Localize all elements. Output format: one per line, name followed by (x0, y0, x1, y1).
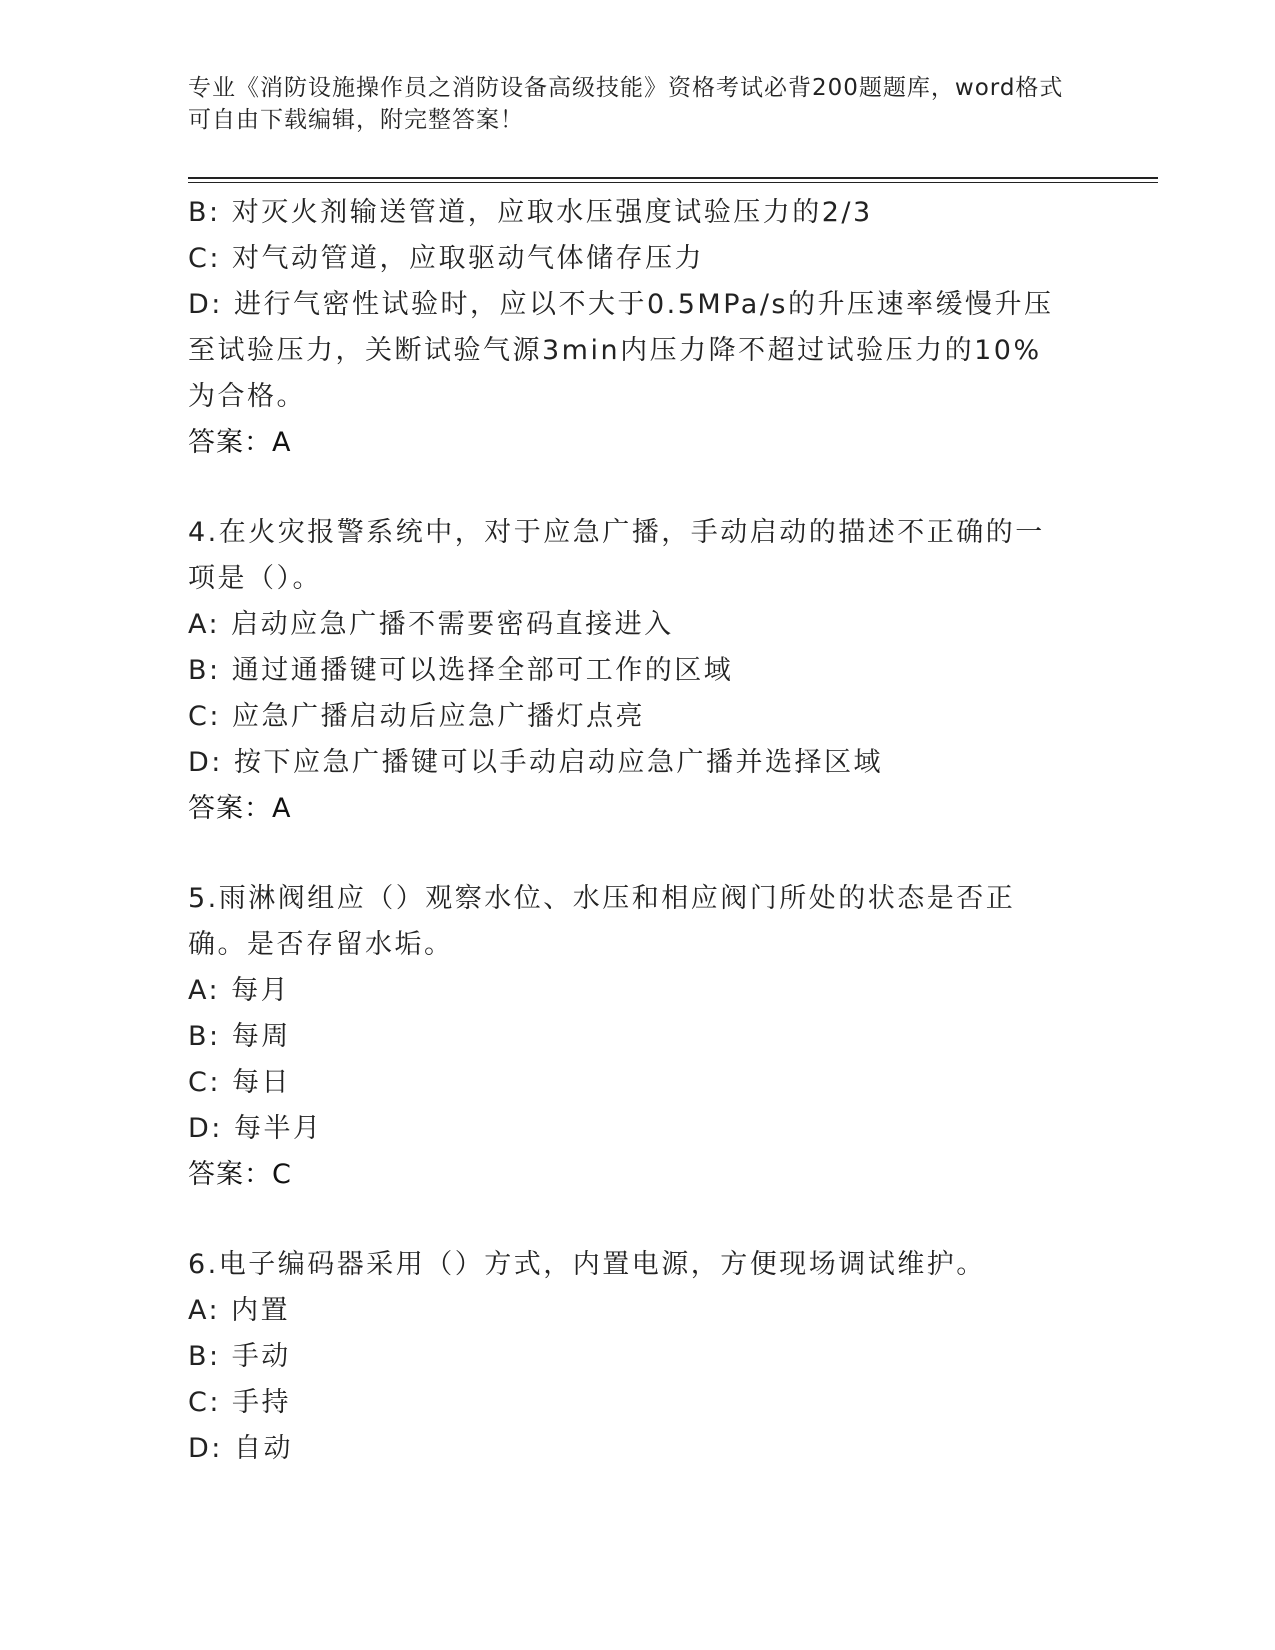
q4-answer: 答案：A (188, 793, 292, 824)
q5-option-a: A: 每月 (188, 975, 291, 1006)
q5-option-d: D: 每半月 (188, 1113, 323, 1144)
q3-option-b: B: 对灭火剂输送管道，应取水压强度试验压力的2/3 (188, 197, 873, 228)
q4-stem: 4.在火灾报警系统中，对于应急广播，手动启动的描述不正确的一项是（）。 (188, 517, 1045, 594)
q4-option-b: B: 通过通播键可以选择全部可工作的区域 (188, 655, 734, 686)
document-body (188, 190, 1068, 1472)
spacer (188, 466, 1068, 510)
q6-option-d: D: 自动 (188, 1433, 293, 1464)
q6-option-b: B: 手动 (188, 1341, 291, 1372)
q3-option-d: D: 进行气密性试验时，应以不大于0.5MPa/s的升压速率缓慢升压至试验压力，关断试验气源3min内压力降不超过试验压力的10%为合格。 (188, 289, 1054, 412)
q4-option-c: C: 应急广播启动后应急广播灯点亮 (188, 701, 646, 732)
q3-option-c: C: 对气动管道，应取驱动气体储存压力 (188, 243, 705, 274)
header-rule-thin (188, 182, 1158, 183)
q5-option-b: B: 每周 (188, 1021, 291, 1052)
q5-stem: 5.雨淋阀组应（）观察水位、水压和相应阀门所处的状态是否正确。是否存留水垢。 (188, 883, 1016, 960)
spacer (188, 832, 1068, 876)
q4-option-d: D: 按下应急广播键可以手动启动应急广播并选择区域 (188, 747, 883, 778)
spacer (188, 1198, 1068, 1242)
q6-option-a: A: 内置 (188, 1295, 291, 1326)
q4-option-a: A: 启动应急广播不需要密码直接进入 (188, 609, 674, 640)
header-rule-thick (188, 177, 1158, 179)
q3-answer: 答案：A (188, 427, 292, 458)
q6-stem: 6.电子编码器采用（）方式，内置电源，方便现场调试维护。 (188, 1249, 986, 1280)
document-header: 专业《消防设施操作员之消防设备高级技能》资格考试必背200题题库，word格式可自由下载编辑，附完整答案！ (188, 75, 1064, 133)
q6-option-c: C: 手持 (188, 1387, 292, 1418)
q5-answer: 答案：C (188, 1159, 292, 1190)
q5-option-c: C: 每日 (188, 1067, 292, 1098)
